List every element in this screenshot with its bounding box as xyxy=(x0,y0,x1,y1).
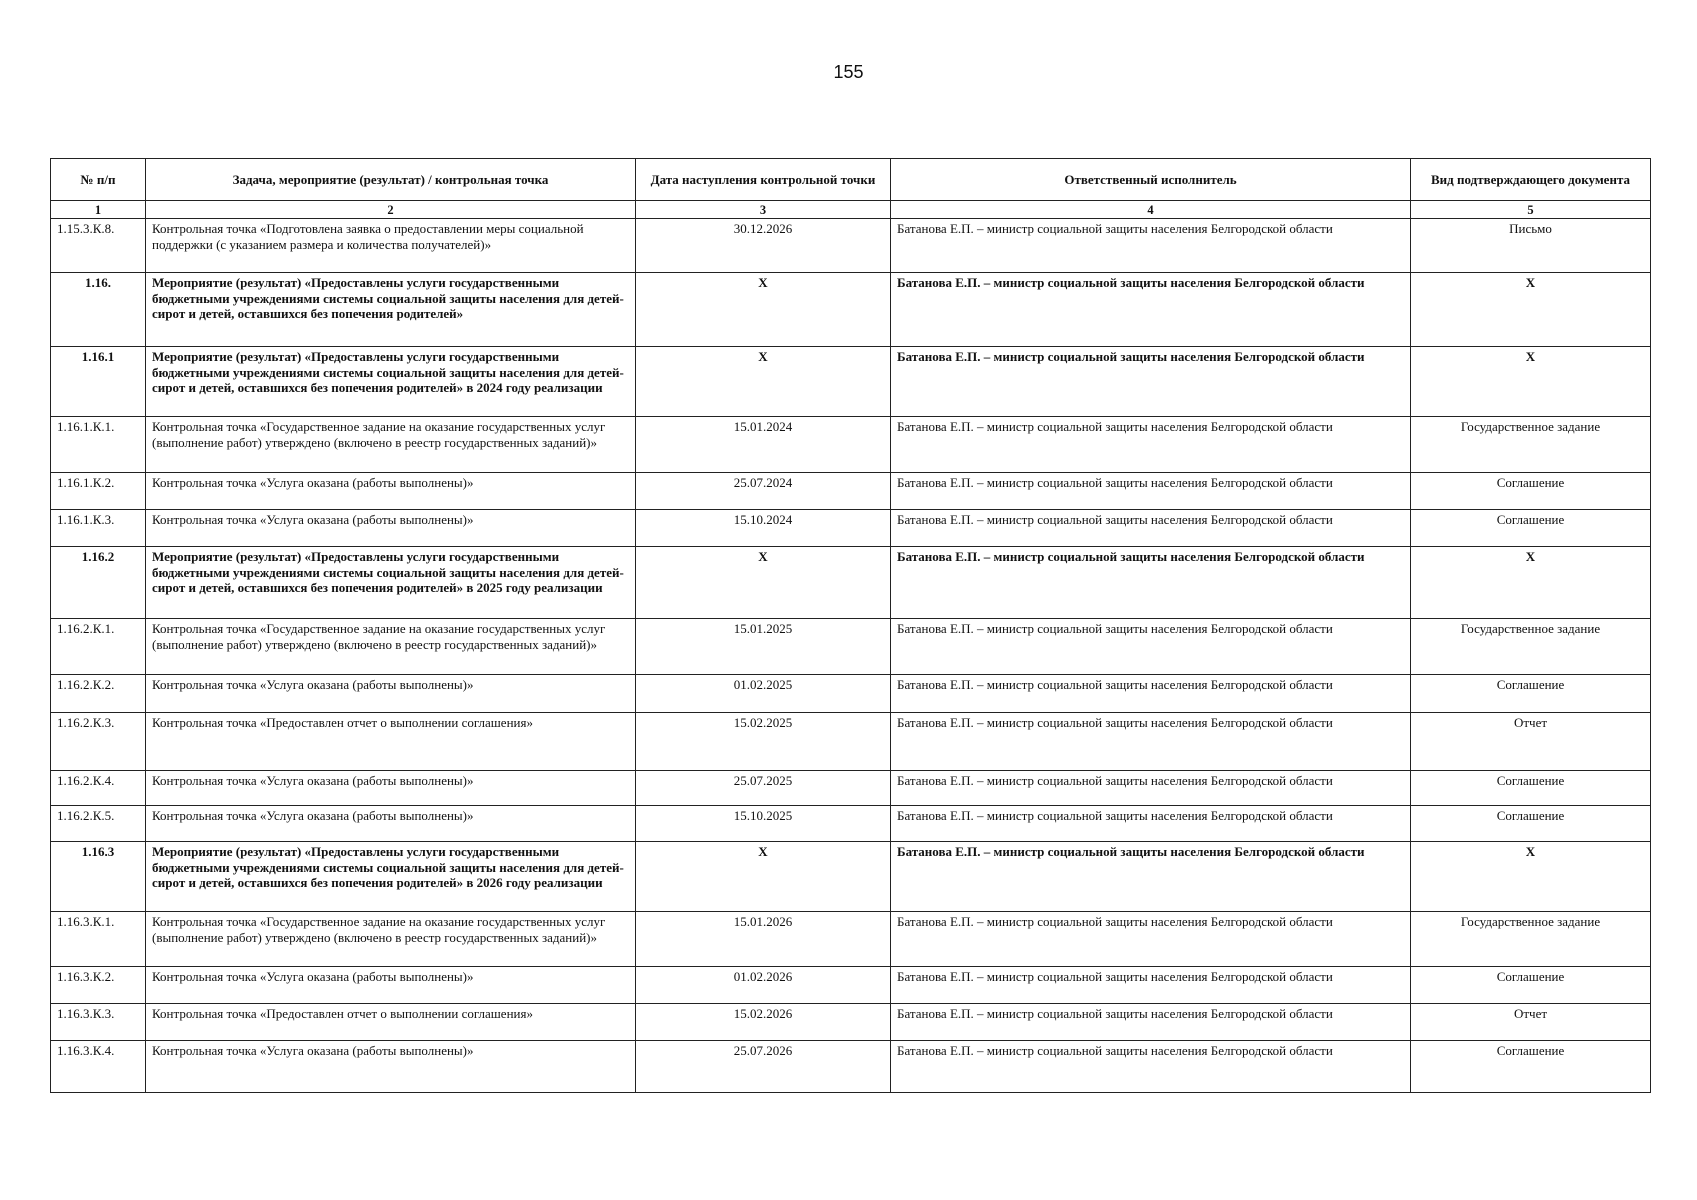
row-responsible: Батанова Е.П. – министр социальной защиты населения Белгородской области xyxy=(891,473,1411,510)
row-date: 25.07.2026 xyxy=(636,1041,891,1093)
row-number: 1.16.2.К.4. xyxy=(51,771,146,806)
row-responsible: Батанова Е.П. – министр социальной защиты населения Белгородской области xyxy=(891,417,1411,473)
table-row xyxy=(51,273,1651,347)
row-responsible: Батанова Е.П. – министр социальной защиты населения Белгородской области xyxy=(891,771,1411,806)
row-responsible: Батанова Е.П. – министр социальной защиты населения Белгородской области xyxy=(891,510,1411,547)
row-task: Контрольная точка «Услуга оказана (работы выполнены)» xyxy=(146,675,636,713)
table-row xyxy=(51,619,1651,675)
row-task: Контрольная точка «Услуга оказана (работы выполнены)» xyxy=(146,806,636,842)
row-task: Контрольная точка «Подготовлена заявка о предоставлении меры социальной поддержки (с указанием размера и количества получателей)» xyxy=(146,219,636,273)
row-responsible: Батанова Е.П. – министр социальной защиты населения Белгородской области xyxy=(891,1004,1411,1041)
table-row xyxy=(51,771,1651,806)
table-row xyxy=(51,347,1651,417)
row-responsible: Батанова Е.П. – министр социальной защиты населения Белгородской области xyxy=(891,619,1411,675)
col-number: 3 xyxy=(636,201,891,219)
row-doc: Государственное задание xyxy=(1411,912,1651,967)
table-row xyxy=(51,912,1651,967)
row-responsible: Батанова Е.П. – министр социальной защиты населения Белгородской области xyxy=(891,842,1411,912)
row-number: 1.16.2.К.5. xyxy=(51,806,146,842)
header-doc: Вид подтверждающего документа xyxy=(1411,159,1651,201)
row-doc: Отчет xyxy=(1411,1004,1651,1041)
row-doc: Соглашение xyxy=(1411,473,1651,510)
row-date: 01.02.2026 xyxy=(636,967,891,1004)
table-row xyxy=(51,967,1651,1004)
row-number: 1.16.3.К.2. xyxy=(51,967,146,1004)
row-task: Контрольная точка «Услуга оказана (работы выполнены)» xyxy=(146,1041,636,1093)
table-row xyxy=(51,547,1651,619)
col-number: 4 xyxy=(891,201,1411,219)
row-task: Контрольная точка «Государственное задание на оказание государственных услуг (выполнение работ) утверждено (включено в реестр государственных заданий)» xyxy=(146,912,636,967)
table-row xyxy=(51,842,1651,912)
row-task: Контрольная точка «Государственное задание на оказание государственных услуг (выполнение работ) утверждено (включено в реестр государственных заданий)» xyxy=(146,417,636,473)
row-date: 01.02.2025 xyxy=(636,675,891,713)
header-num: № п/п xyxy=(51,159,146,201)
row-date: 25.07.2024 xyxy=(636,473,891,510)
row-number: 1.16.3 xyxy=(51,842,146,912)
row-responsible: Батанова Е.П. – министр социальной защиты населения Белгородской области xyxy=(891,347,1411,417)
row-date: 15.10.2025 xyxy=(636,806,891,842)
row-responsible: Батанова Е.П. – министр социальной защиты населения Белгородской области xyxy=(891,273,1411,347)
row-number: 1.16.1.К.3. xyxy=(51,510,146,547)
row-date: 15.01.2025 xyxy=(636,619,891,675)
header-task: Задача, мероприятие (результат) / контрольная точка xyxy=(146,159,636,201)
table-row xyxy=(51,219,1651,273)
row-task: Мероприятие (результат) «Предоставлены услуги государственными бюджетными учреждениями системы социальной защиты населения для детей-сирот и детей, оставшихся без попечения родителей» в 2025 году реализации xyxy=(146,547,636,619)
table-row xyxy=(51,510,1651,547)
table-row xyxy=(51,417,1651,473)
row-number: 1.16.2.К.3. xyxy=(51,713,146,771)
table-row xyxy=(51,473,1651,510)
row-task: Контрольная точка «Услуга оказана (работы выполнены)» xyxy=(146,967,636,1004)
row-task: Контрольная точка «Услуга оказана (работы выполнены)» xyxy=(146,771,636,806)
col-number: 2 xyxy=(146,201,636,219)
row-date: 30.12.2026 xyxy=(636,219,891,273)
row-number: 1.16.1.К.2. xyxy=(51,473,146,510)
row-responsible: Батанова Е.П. – министр социальной защиты населения Белгородской области xyxy=(891,713,1411,771)
row-number: 1.16.2.К.1. xyxy=(51,619,146,675)
row-responsible: Батанова Е.П. – министр социальной защиты населения Белгородской области xyxy=(891,219,1411,273)
row-responsible: Батанова Е.П. – министр социальной защиты населения Белгородской области xyxy=(891,912,1411,967)
row-number: 1.16.3.К.4. xyxy=(51,1041,146,1093)
row-responsible: Батанова Е.П. – министр социальной защиты населения Белгородской области xyxy=(891,547,1411,619)
row-doc: Соглашение xyxy=(1411,806,1651,842)
row-doc: Соглашение xyxy=(1411,675,1651,713)
row-task: Контрольная точка «Государственное задание на оказание государственных услуг (выполнение работ) утверждено (включено в реестр государственных заданий)» xyxy=(146,619,636,675)
row-date: 25.07.2025 xyxy=(636,771,891,806)
row-date: X xyxy=(636,347,891,417)
row-task: Контрольная точка «Предоставлен отчет о выполнении соглашения» xyxy=(146,713,636,771)
page-number: 155 xyxy=(833,62,864,82)
control-points-table xyxy=(50,158,1651,1093)
row-number: 1.16.2 xyxy=(51,547,146,619)
row-date: X xyxy=(636,547,891,619)
row-doc: Отчет xyxy=(1411,713,1651,771)
row-task: Мероприятие (результат) «Предоставлены услуги государственными бюджетными учреждениями системы социальной защиты населения для детей-сирот и детей, оставшихся без попечения родителей» в 2024 году реализации xyxy=(146,347,636,417)
row-number: 1.16.1.К.1. xyxy=(51,417,146,473)
table-row xyxy=(51,1041,1651,1093)
row-date: X xyxy=(636,273,891,347)
header-date: Дата наступления контрольной точки xyxy=(636,159,891,201)
row-task: Мероприятие (результат) «Предоставлены услуги государственными бюджетными учреждениями системы социальной защиты населения для детей-сирот и детей, оставшихся без попечения родителей» в 2026 году реализации xyxy=(146,842,636,912)
row-task: Контрольная точка «Услуга оказана (работы выполнены)» xyxy=(146,510,636,547)
row-doc: Соглашение xyxy=(1411,771,1651,806)
header-responsible: Ответственный исполнитель xyxy=(891,159,1411,201)
row-number: 1.16.3.К.3. xyxy=(51,1004,146,1041)
header-row xyxy=(51,159,1651,201)
table-row xyxy=(51,675,1651,713)
row-date: 15.10.2024 xyxy=(636,510,891,547)
row-doc: Соглашение xyxy=(1411,967,1651,1004)
row-date: 15.01.2024 xyxy=(636,417,891,473)
col-number: 5 xyxy=(1411,201,1651,219)
row-doc: Письмо xyxy=(1411,219,1651,273)
table-row xyxy=(51,1004,1651,1041)
col-number: 1 xyxy=(51,201,146,219)
table-row xyxy=(51,713,1651,771)
row-responsible: Батанова Е.П. – министр социальной защиты населения Белгородской области xyxy=(891,967,1411,1004)
row-doc: X xyxy=(1411,547,1651,619)
row-number: 1.16.1 xyxy=(51,347,146,417)
row-number: 1.16.2.К.2. xyxy=(51,675,146,713)
row-doc: Соглашение xyxy=(1411,1041,1651,1093)
row-date: X xyxy=(636,842,891,912)
row-doc: X xyxy=(1411,273,1651,347)
row-doc: Государственное задание xyxy=(1411,417,1651,473)
row-doc: Соглашение xyxy=(1411,510,1651,547)
table-row xyxy=(51,806,1651,842)
column-number-row xyxy=(51,201,1651,219)
row-responsible: Батанова Е.П. – министр социальной защиты населения Белгородской области xyxy=(891,675,1411,713)
row-doc: X xyxy=(1411,347,1651,417)
row-task: Контрольная точка «Предоставлен отчет о выполнении соглашения» xyxy=(146,1004,636,1041)
row-doc: Государственное задание xyxy=(1411,619,1651,675)
row-date: 15.01.2026 xyxy=(636,912,891,967)
row-date: 15.02.2025 xyxy=(636,713,891,771)
row-date: 15.02.2026 xyxy=(636,1004,891,1041)
row-number: 1.15.3.К.8. xyxy=(51,219,146,273)
row-doc: X xyxy=(1411,842,1651,912)
row-responsible: Батанова Е.П. – министр социальной защиты населения Белгородской области xyxy=(891,1041,1411,1093)
row-number: 1.16.3.К.1. xyxy=(51,912,146,967)
row-number: 1.16. xyxy=(51,273,146,347)
row-task: Мероприятие (результат) «Предоставлены услуги государственными бюджетными учреждениями системы социальной защиты населения для детей-сирот и детей, оставшихся без попечения родителей» xyxy=(146,273,636,347)
row-responsible: Батанова Е.П. – министр социальной защиты населения Белгородской области xyxy=(891,806,1411,842)
row-task: Контрольная точка «Услуга оказана (работы выполнены)» xyxy=(146,473,636,510)
